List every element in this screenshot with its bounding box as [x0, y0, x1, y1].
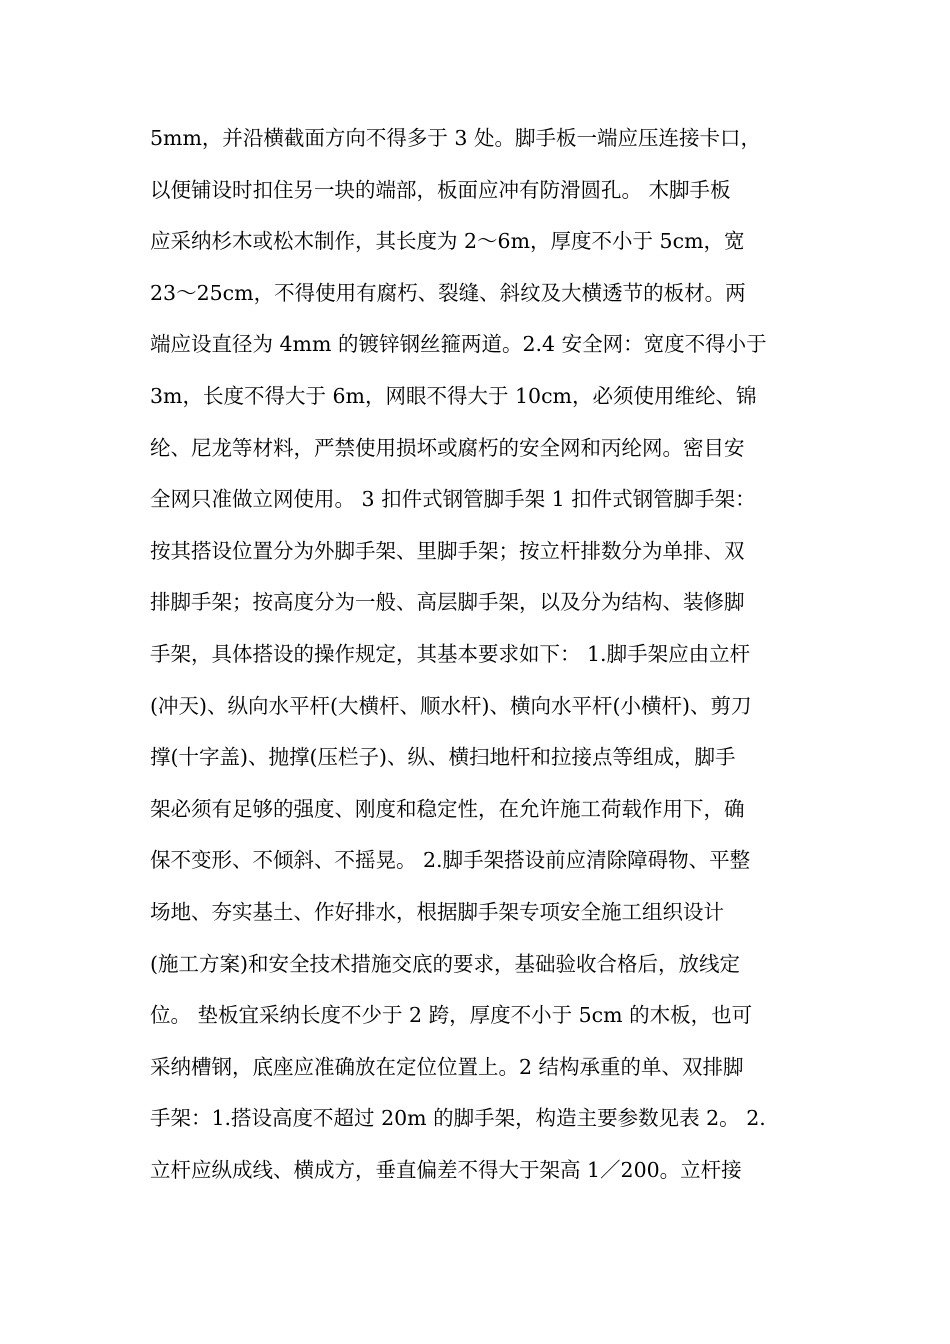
text-line: 位。 垫板宜采纳长度不少于 2 跨，厚度不小于 5cm 的木板，也可 — [150, 1003, 753, 1028]
text-line: (施工方案)和安全技术措施交底的要求，基础验收合格后，放线定 — [150, 951, 740, 976]
text-line: 撑(十字盖)、抛撑(压栏子)、纵、横扫地杆和拉接点等组成，脚手 — [150, 745, 736, 770]
body-text — [150, 120, 810, 1203]
text-line: 应采纳杉木或松木制作，其长度为 2～6m，厚度不小于 5cm，宽 — [150, 229, 745, 254]
text-line: 按其搭设位置分为外脚手架、里脚手架；按立杆排数分为单排、双 — [150, 538, 745, 563]
text-line: 手架，具体搭设的操作规定，其基本要求如下： 1.脚手架应由立杆 — [150, 641, 751, 666]
text-line: 5mm，并沿横截面方向不得多于 3 处。脚手板一端应压连接卡口， — [150, 126, 761, 150]
text-line: 排脚手架；按高度分为一般、高层脚手架，以及分为结构、装修脚 — [150, 590, 745, 615]
text-line: 架必须有足够的强度、刚度和稳定性，在允许施工荷载作用下，确 — [150, 796, 745, 821]
text-line: 保不变形、不倾斜、不摇晃。 2.脚手架搭设前应清除障碍物、平整 — [150, 848, 751, 873]
text-line: 手架：1.搭设高度不超过 20m 的脚手架，构造主要参数见表 2。 2. — [150, 1106, 766, 1131]
text-line: 以便铺设时扣住另一块的端部，板面应冲有防滑圆孔。 木脚手板 — [150, 177, 731, 202]
text-line: 全网只准做立网使用。 3 扣件式钢管脚手架 1 扣件式钢管脚手架： — [150, 487, 756, 512]
text-line: 立杆应纵成线、横成方，垂直偏差不得大于架高 1／200。立杆接 — [150, 1157, 742, 1182]
text-line: 3m，长度不得大于 6m，网眼不得大于 10cm，必须使用维纶、锦 — [150, 383, 757, 408]
text-line: 采纳槽钢，底座应准确放在定位位置上。2 结构承重的单、双排脚 — [150, 1054, 744, 1079]
text-line: 23～25cm，不得使用有腐朽、裂缝、斜纹及大横透节的板材。两 — [150, 280, 746, 305]
text-line: 纶、尼龙等材料，严禁使用损坏或腐朽的安全网和丙纶网。密目安 — [150, 435, 745, 460]
text-line: 场地、夯实基土、作好排水，根据脚手架专项安全施工组织设计 — [150, 899, 724, 924]
text-line: (冲天)、纵向水平杆(大横杆、顺水杆)、横向水平杆(小横杆)、剪刀 — [150, 693, 752, 718]
text-line: 端应设直径为 4mm 的镀锌钢丝箍两道。2.4 安全网：宽度不得小于 — [150, 332, 767, 357]
